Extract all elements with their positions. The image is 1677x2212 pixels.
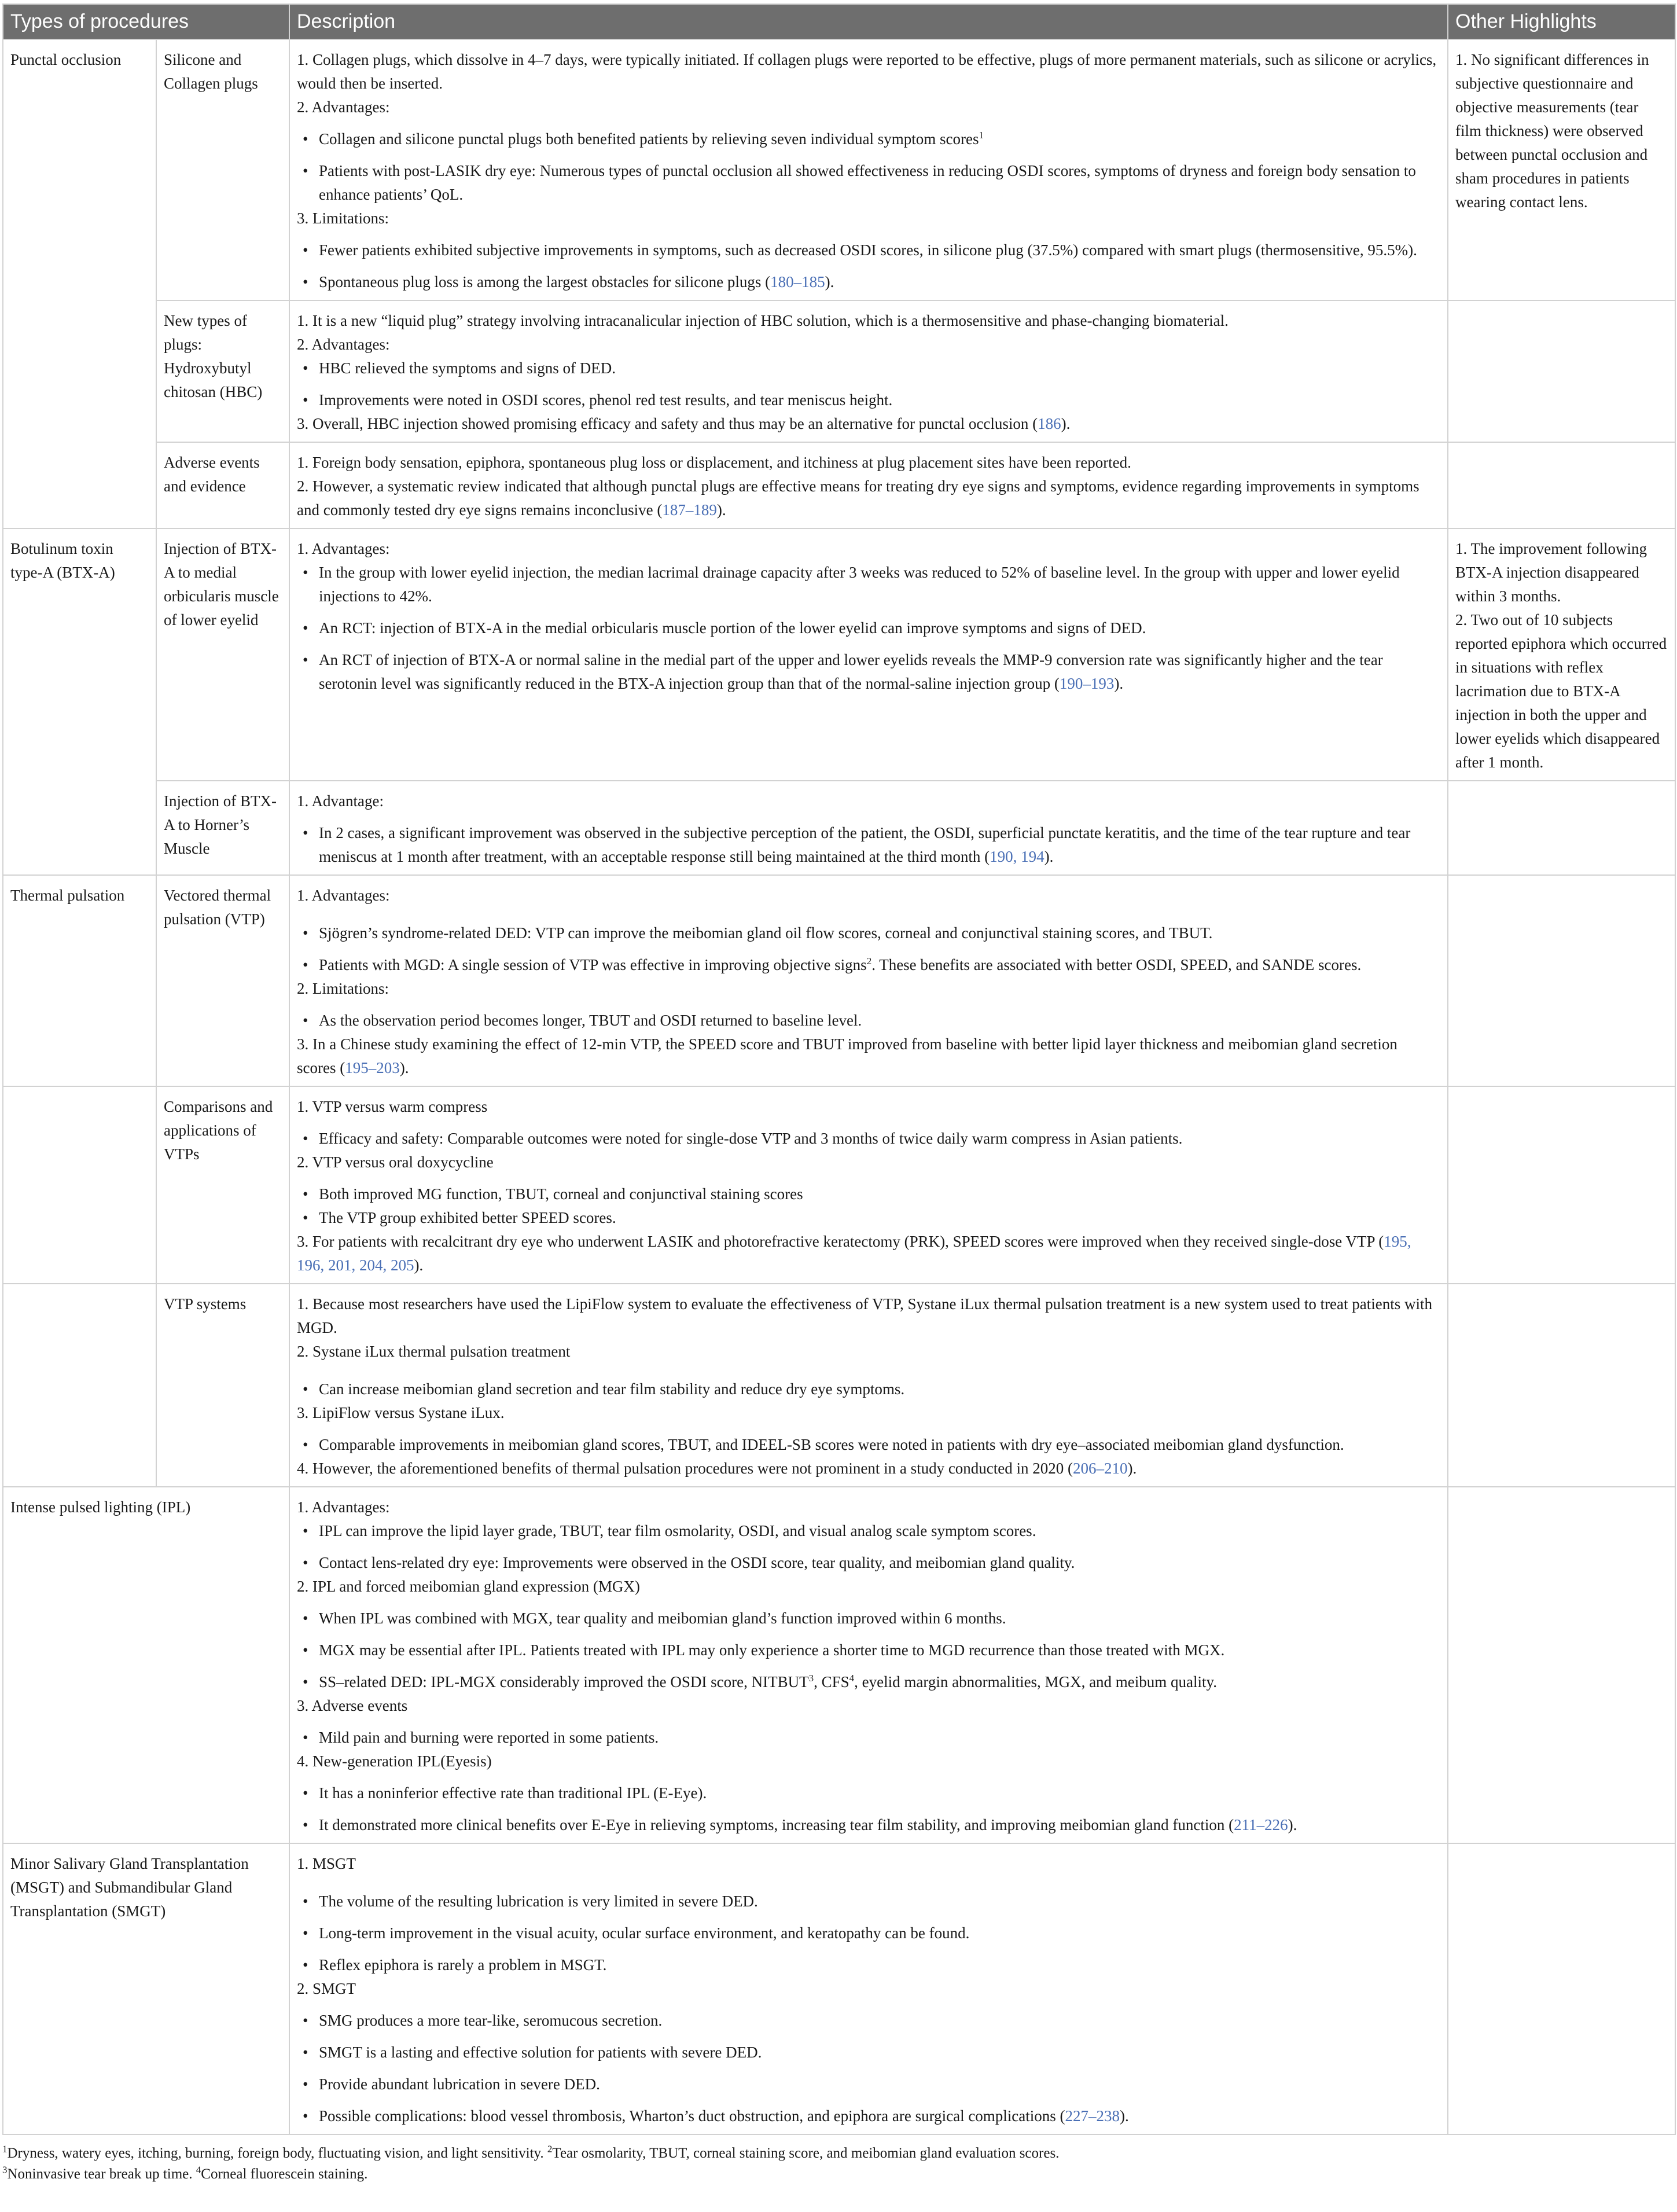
table-row [3,1487,1675,1843]
text: ). [399,1059,409,1076]
description-line [297,1095,1440,1119]
text: 1. It is a new “liquid plug” strategy involving intracanalicular injection of HBC solution, which is a thermosensitive and phase-changing biomaterial. [297,312,1229,329]
description-cell [289,1487,1448,1843]
other-highlights-cell [1448,528,1675,781]
table-row [3,39,1675,300]
bullet-item [297,953,1440,977]
text: Collagen and silicone punctal plugs both benefited patients by relieving seven individual symptom scores [319,130,979,148]
text: Both improved MG function, TBUT, corneal and conjunctival staining scores [319,1185,803,1203]
text: Can increase meibomian gland secretion and tear film stability and reduce dry eye symptoms. [319,1380,905,1398]
procedure-subtype-cell: Injection of BTX-A to Horner’s Muscle [156,781,289,875]
table-row [3,1284,1675,1487]
reference-link[interactable]: 206–210 [1073,1460,1128,1477]
table-footnotes [2,2143,1675,2185]
bullet-item [297,821,1440,869]
text: ). [716,501,726,519]
footnote-line [2,2143,1675,2164]
description-cell [289,1284,1448,1487]
footnote-marker: 2 [547,2143,553,2155]
procedure-type-cell [3,1284,156,1487]
description-line [297,1694,1440,1718]
text: Patients with MGD: A single session of VTP was effective in improving objective signs [319,956,867,973]
text: 4. New-generation IPL(Eyesis) [297,1752,492,1770]
header-other-highlights: Other Highlights [1448,4,1675,39]
text: ). [1114,675,1124,692]
description-line [297,1852,1440,1876]
bullet-item [297,1377,1440,1401]
text: 3. Overall, HBC injection showed promising efficacy and safety and thus may be an alternative for punctal occlusion ( [297,415,1038,432]
text: Long-term improvement in the visual acuity, ocular surface environment, and keratopathy can be found. [319,1924,970,1942]
text: Spontaneous plug loss is among the largest obstacles for silicone plugs ( [319,273,771,291]
bullet-item [297,2104,1440,2128]
text: Reflex epiphora is rarely a problem in MSGT. [319,1956,607,1974]
bullet-item [297,1551,1440,1575]
bullet-item [297,1813,1440,1837]
bullet-item [297,159,1440,207]
bullet-item [297,561,1440,608]
text: The VTP group exhibited better SPEED scores. [319,1209,616,1226]
bullet-item [297,1781,1440,1805]
bullet-item [297,1009,1440,1032]
procedure-type-cell: Botulinum toxin type-A (BTX-A) [3,528,156,875]
table-header-row [3,4,1675,39]
footnote-marker: 3 [2,2164,8,2176]
text: 2. However, a systematic review indicated that although punctal plugs are effective means for treating dry eye signs and symptoms, evidence regarding improvements in symptoms and commonly tested dry eye signs remains inconclusive ( [297,477,1419,519]
text: MGX may be essential after IPL. Patients treated with IPL may only experience a shorter time to MGD recurrence than those treated with MGX. [319,1641,1225,1659]
text: 2. Systane iLux thermal pulsation treatment [297,1343,571,1360]
text: 3. Adverse events [297,1697,408,1714]
reference-link[interactable]: 195, 196, 201, 204, 205 [297,1233,1411,1274]
footnote-text: Corneal fluorescein staining. [201,2166,368,2182]
text: 3. In a Chinese study examining the effect of 12-min VTP, the SPEED score and TBUT improved from baseline with better lipid layer thickness and meibomian gland secretion scores ( [297,1035,1398,1076]
description-cell [289,781,1448,875]
text: Comparable improvements in meibomian gland scores, TBUT, and IDEEL-SB scores were noted in patients with dry eye–associated meibomian gland dysfunction. [319,1436,1344,1453]
bullet-item [297,2073,1440,2096]
description-line [297,884,1440,907]
footnote-marker: 2 [866,956,872,967]
description-line [297,475,1440,522]
text: 2. VTP versus oral doxycycline [297,1153,494,1171]
description-line [297,789,1440,813]
text: , CFS [814,1673,849,1691]
text: 1. Foreign body sensation, epiphora, spontaneous plug loss or displacement, and itchiness at plug placement sites have been reported. [297,454,1131,471]
text: 1. Advantage: [297,792,384,810]
other-highlights-cell [1448,300,1675,442]
text: Fewer patients exhibited subjective improvements in symptoms, such as decreased OSDI scores, in silicone plug (37.5%) compared with smart plugs (thermosensitive, 95.5%). [319,241,1417,259]
text: 3. LipiFlow versus Systane iLux. [297,1404,505,1421]
table-row [3,442,1675,528]
description-line [297,1292,1440,1340]
table-row [3,528,1675,781]
text: 2. Limitations: [297,980,389,997]
text: ). [1120,2107,1129,2125]
text: ). [1288,1816,1297,1833]
text: 1. Advantages: [297,540,390,557]
text: 3. Limitations: [297,210,389,227]
text: 2. Advantages: [297,98,390,116]
description-cell [289,442,1448,528]
footnote-marker: 4 [196,2164,201,2176]
procedure-subtype-cell: VTP systems [156,1284,289,1487]
bullet-item [297,921,1440,945]
description-line [297,309,1440,333]
reference-link[interactable]: 187–189 [662,501,717,519]
other-highlights-cell [1448,442,1675,528]
text: HBC relieved the symptoms and signs of DED. [319,359,616,377]
text: 2. SMGT [297,1980,356,1997]
description-line [297,1977,1440,2001]
bullet-item [297,2009,1440,2033]
description-line [297,412,1440,436]
text: It has a noninferior effective rate than traditional IPL (E-Eye). [319,1784,707,1802]
other-highlights-cell [1448,875,1675,1086]
description-cell [289,39,1448,300]
description-line [297,1575,1440,1599]
footnote-text: Dryness, watery eyes, itching, burning, foreign body, fluctuating vision, and light sensitivity. [7,2145,547,2161]
reference-link[interactable]: 227–238 [1065,2107,1120,2125]
footnote-text: Noninvasive tear break up time. [7,2166,196,2182]
footnote-marker: 1 [979,130,984,141]
bullet-item [297,238,1440,262]
reference-link[interactable]: 190–193 [1059,675,1115,692]
highlight-line: 1. The improvement following BTX-A injection disappeared within 3 months. [1455,540,1647,605]
description-cell [289,528,1448,781]
procedure-subtype-cell: New types of plugs: Hydroxybutyl chitosan (HBC) [156,300,289,442]
highlight-line: 1. No significant differences in subjective questionnaire and objective measurements (tear film thickness) were observed between punctal occlusion and sham procedures in patients wearing contact lens. [1455,51,1649,211]
text: 1. VTP versus warm compress [297,1098,488,1115]
footnote-marker: 4 [849,1673,855,1684]
reference-link[interactable]: 211–226 [1234,1816,1288,1833]
bullet-item [297,648,1440,696]
bullet-item [297,1433,1440,1457]
description-line [297,207,1440,230]
text: The volume of the resulting lubrication is very limited in severe DED. [319,1893,758,1910]
bullet-item [297,1638,1440,1662]
text: As the observation period becomes longer, TBUT and OSDI returned to baseline level. [319,1012,862,1029]
procedure-type-cell: Intense pulsed lighting (IPL) [3,1487,289,1843]
bullet-item [297,1890,1440,1913]
bullet-item [297,1670,1440,1694]
header-description: Description [289,4,1448,39]
text: ). [414,1256,424,1274]
description-line [297,451,1440,475]
bullet-item [297,1127,1440,1151]
reference-link[interactable]: 190, 194 [990,848,1045,865]
procedure-subtype-cell: Comparisons and applications of VTPs [156,1086,289,1284]
text: 1. Advantages: [297,1498,390,1516]
text: 1. MSGT [297,1855,356,1872]
text: SS–related DED: IPL-MGX considerably improved the OSDI score, NITBUT [319,1673,809,1691]
other-highlights-cell [1448,1284,1675,1487]
bullet-item [297,616,1440,640]
description-line [297,48,1440,95]
text: 1. Advantages: [297,887,390,904]
description-line [297,1340,1440,1364]
procedure-subtype-cell: Injection of BTX-A to medial orbicularis muscle of lower eyelid [156,528,289,781]
text: ). [1044,848,1054,865]
footnote-line [2,2164,1675,2185]
other-highlights-cell [1448,1843,1675,2134]
other-highlights-cell [1448,1487,1675,1843]
description-line [297,977,1440,1001]
text: , eyelid margin abnormalities, MGX, and meibum quality. [854,1673,1218,1691]
text: 4. However, the aforementioned benefits of thermal pulsation procedures were not prominent in a study conducted in 2020 ( [297,1460,1073,1477]
procedure-type-cell: Thermal pulsation [3,875,156,1086]
text: Efficacy and safety: Comparable outcomes were noted for single-dose VTP and 3 months of twice daily warm compress in Asian patients. [319,1130,1183,1147]
description-line [297,1750,1440,1773]
bullet-item [297,1519,1440,1543]
description-cell [289,1843,1448,2134]
reference-link[interactable]: 195–203 [345,1059,400,1076]
text: It demonstrated more clinical benefits over E-Eye in relieving symptoms, increasing tear film stability, and improving meibomian gland function ( [319,1816,1234,1833]
footnote-marker: 3 [808,1673,814,1684]
text: SMGT is a lasting and effective solution for patients with severe DED. [319,2044,762,2061]
text: 1. Collagen plugs, which dissolve in 4–7 days, were typically initiated. If collagen plugs were reported to be effective, plugs of more permanent materials, such as silicone or acrylics, would then be inserted. [297,51,1437,92]
reference-link[interactable]: 180–185 [770,273,825,291]
text: ). [1127,1460,1137,1477]
text: Sjögren’s syndrome-related DED: VTP can improve the meibomian gland oil flow scores, corneal and conjunctival staining scores, and TBUT. [319,924,1213,942]
text: In the group with lower eyelid injection, the median lacrimal drainage capacity after 3 weeks was reduced to 52% of baseline level. In the group with upper and lower eyelid injections to 42%. [319,564,1400,605]
description-line [297,1151,1440,1174]
description-line [297,1230,1440,1277]
table-row [3,300,1675,442]
procedure-type-cell: Minor Salivary Gland Transplantation (MSGT) and Submandibular Gland Transplantation (SMGT) [3,1843,289,2134]
text: Contact lens-related dry eye: Improvements were observed in the OSDI score, tear quality, and meibomian gland quality. [319,1554,1075,1571]
reference-link[interactable]: 186 [1038,415,1061,432]
bullet-item [297,1206,1440,1230]
text: Possible complications: blood vessel thrombosis, Wharton’s duct obstruction, and epiphora are surgical complications ( [319,2107,1065,2125]
description-line [297,537,1440,561]
description-cell [289,875,1448,1086]
bullet-item [297,357,1440,380]
bullet-item [297,127,1440,151]
procedure-type-cell [3,1086,156,1284]
bullet-item [297,1921,1440,1945]
description-line [297,95,1440,119]
text: Patients with post-LASIK dry eye: Numerous types of punctal occlusion all showed effectiveness in reducing OSDI scores, symptoms of dryness and foreign body sensation to enhance patients’ QoL. [319,162,1416,203]
text: Provide abundant lubrication in severe DED. [319,2075,600,2093]
text: 2. IPL and forced meibomian gland expression (MGX) [297,1578,640,1595]
description-line [297,1496,1440,1519]
table-row [3,875,1675,1086]
table-row [3,1843,1675,2134]
procedures-table [2,3,1676,2135]
table-row [3,1086,1675,1284]
bullet-item [297,1726,1440,1750]
procedure-subtype-cell: Silicone and Collagen plugs [156,39,289,300]
text: ). [825,273,834,291]
other-highlights-cell [1448,781,1675,875]
text: ). [1061,415,1071,432]
other-highlights-cell [1448,39,1675,300]
text: IPL can improve the lipid layer grade, TBUT, tear film osmolarity, OSDI, and visual analog scale symptom scores. [319,1522,1036,1539]
procedure-type-cell: Punctal occlusion [3,39,156,528]
text: Improvements were noted in OSDI scores, phenol red test results, and tear meniscus height. [319,391,893,409]
text: An RCT of injection of BTX-A or normal saline in the medial part of the upper and lower eyelids reveals the MMP-9 conversion rate was significantly higher and the tear serotonin level was significantly reduced in the BTX-A injection group than that of the normal-saline injection group ( [319,651,1383,692]
text: In 2 cases, a significant improvement was observed in the subjective perception of the patient, the OSDI, superficial punctate keratitis, and the time of the tear rupture and tear meniscus at 1 month after treatment, with an acceptable response still being maintained at the third month ( [319,824,1411,865]
bullet-item [297,388,1440,412]
bullet-item [297,1607,1440,1630]
text: Mild pain and burning were reported in some patients. [319,1729,659,1746]
description-cell [289,1086,1448,1284]
bullet-item [297,2041,1440,2064]
text: 1. Because most researchers have used the LipiFlow system to evaluate the effectiveness of VTP, Systane iLux thermal pulsation treatment is a new system used to treat patients with MGD. [297,1295,1433,1336]
procedure-subtype-cell: Vectored thermal pulsation (VTP) [156,875,289,1086]
description-line [297,1457,1440,1480]
description-line [297,333,1440,357]
header-types-of-procedures: Types of procedures [3,4,289,39]
text: . These benefits are associated with better OSDI, SPEED, and SANDE scores. [871,956,1362,973]
footnote-text: Tear osmolarity, TBUT, corneal staining score, and meibomian gland evaluation scores. [552,2145,1060,2161]
bullet-item [297,1953,1440,1977]
other-highlights-cell [1448,1086,1675,1284]
text: An RCT: injection of BTX-A in the medial orbicularis muscle portion of the lower eyelid can improve symptoms and signs of DED. [319,619,1146,637]
description-cell [289,300,1448,442]
text: When IPL was combined with MGX, tear quality and meibomian gland’s function improved within 6 months. [319,1610,1006,1627]
bullet-item [297,270,1440,294]
description-line [297,1032,1440,1080]
description-line [297,1401,1440,1425]
bullet-item [297,1182,1440,1206]
text: 3. For patients with recalcitrant dry eye who underwent LASIK and photorefractive keratectomy (PRK), SPEED scores were improved when they received single-dose VTP ( [297,1233,1384,1250]
highlight-line: 2. Two out of 10 subjects reported epiphora which occurred in situations with reflex lacrimation due to BTX-A injection in both the upper and lower eyelids which disappeared after 1 month. [1455,611,1667,771]
text: 2. Advantages: [297,336,390,353]
procedure-subtype-cell: Adverse events and evidence [156,442,289,528]
text: SMG produces a more tear-like, seromucous secretion. [319,2012,663,2029]
table-row [3,781,1675,875]
footnote-marker: 1 [2,2143,8,2155]
